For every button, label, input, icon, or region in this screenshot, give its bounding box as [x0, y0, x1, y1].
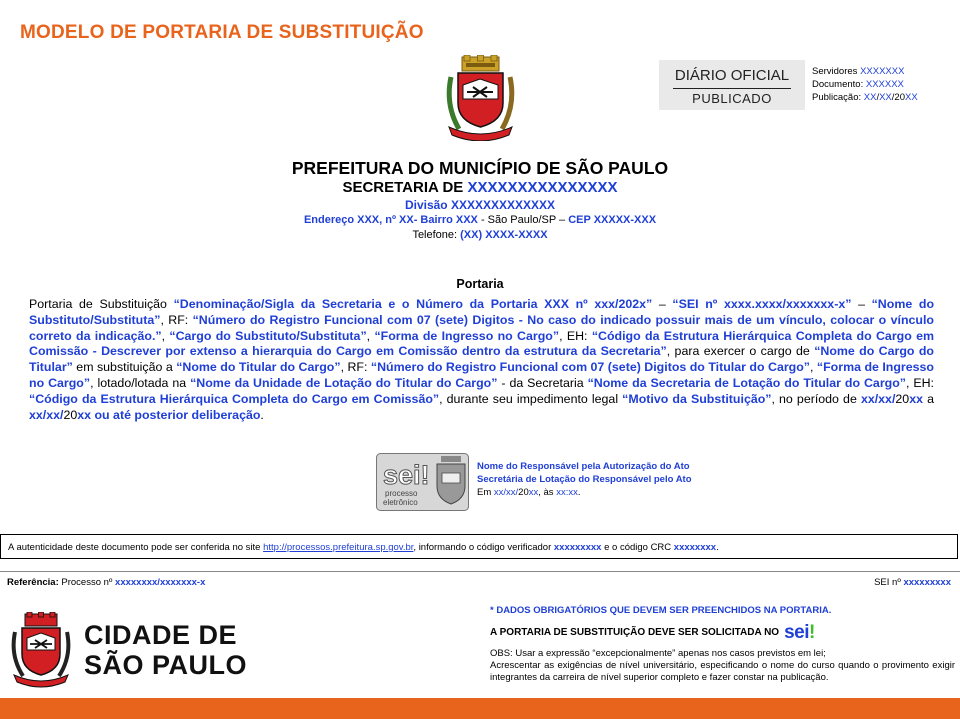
auth-datetime: Em xx/xx/20xx, às xx:xx. — [477, 487, 581, 498]
sei-processo-eletronico-logo — [376, 453, 469, 511]
sei-mini-logo: sei! — [784, 622, 815, 644]
verification-text: A autenticidade deste documento pode ser conferida no site http://processos.prefeitura.sp.gov.br, informando o código verificador xxxxxxxxx e o código CRC xxxxxxxx. — [8, 542, 719, 553]
stamp-publicacao: Publicação: XX/XX/20XX — [812, 92, 918, 103]
authorization-block — [477, 460, 692, 499]
stamp-servidores: Servidores XXXXXXX — [812, 66, 905, 77]
city-coat-of-arms-icon — [9, 612, 73, 688]
stamp-divider — [673, 88, 791, 89]
secretaria-line: SECRETARIA DE XXXXXXXXXXXXXXX — [342, 179, 618, 196]
obs-line-2: Acrescentar as exigências de nível universitário, especificando o nome do curso quando o provimento exigir integrantes da carreira de nível superior completo e fazer constar na publicação. — [490, 659, 955, 684]
verification-link[interactable]: http://processos.prefeitura.sp.gov.br — [263, 542, 414, 553]
obs-line-1: OBS: Usar a expressão “excepcionalmente” apenas nos casos previstos em lei; — [490, 647, 826, 659]
phone-line: Telefone: (XX) XXXX-XXXX — [412, 229, 548, 241]
auth-secretaria: Secretária de Lotação do Responsável pelo Ato — [477, 474, 692, 485]
sao-paulo-coat-of-arms-icon — [443, 55, 518, 141]
page-title: MODELO DE PORTARIA DE SUBSTITUIÇÃO — [20, 22, 424, 43]
sei-number-line: SEI nº xxxxxxxxx — [874, 577, 951, 588]
reference-divider — [0, 571, 960, 572]
divisao-line: Divisão XXXXXXXXXXXXX — [404, 198, 556, 212]
footer-orange-bar — [0, 698, 960, 719]
auth-name: Nome do Responsável pela Autorização do Ato — [477, 461, 690, 472]
sei-logo-word: sei! — [383, 460, 430, 490]
reference-line: Referência: Processo nº xxxxxxxx/xxxxxxx-x — [7, 577, 206, 588]
sei-request-note: A PORTARIA DE SUBSTITUIÇÃO DEVE SER SOLICITADA NO sei! — [490, 622, 815, 644]
portaria-body: Portaria de Substituição “Denominação/Sigla da Secretaria e o Número da Portaria XXX nº xxx/202x” – “SEI nº xxxx.xxxx/xxxxxxx-x” – “Nome do Substituto/Substituta”, RF: “Número do Registro Funcional com 07 (sete) Digitos - No caso do indicado possuir mais de um vínculo, colocar o vínculo correto da indicação.”, “Cargo do Substituto/Substituta”, “Forma de Ingresso no Cargo”, EH: “Código da Estrutura Hierárquica Completa do Cargo em Comissão - Descrever por extenso a hierarquia do Cargo em Comissão dentro da estrutura da Secretaria”, para exercer o cargo de “Nome do Cargo do Titular” em substituição a “Nome do Titular do Cargo”, RF: “Número do Registro Funcional com 07 (sete) Digitos do Titular do Cargo”, “Forma de Ingresso no Cargo”, lotado/lotada na “Nome da Unidade de Lotação do Titular do Cargo” - da Secretaria “Nome da Secretaria de Lotação do Titular do Cargo”, EH: “Código da Estrutura Hierárquica Completa do Cargo em Comissão”, durante seu impedimento legal “Motivo da Substituição”, no período de xx/xx/20xx a xx/xx/20xx ou até posterior deliberação. — [29, 297, 935, 422]
organization-header — [0, 157, 960, 243]
notes-block — [490, 605, 955, 684]
stamp-title: DIÁRIO OFICIAL — [674, 67, 790, 84]
address-line: Endereço XXX, nº XX- Bairro XXX - São Paulo/SP – CEP XXXXX-XXX — [303, 214, 657, 226]
org-name: PREFEITURA DO MUNICÍPIO DE SÃO PAULO — [291, 158, 669, 178]
required-fields-note: * DADOS OBRIGATÓRIOS QUE DEVEM SER PREENCHIDOS NA PORTARIA. — [490, 605, 832, 616]
cidade-de-sao-paulo-logo — [84, 620, 247, 680]
city-logo-line1: CIDADE DE — [84, 620, 238, 650]
sei-logo-sub1: processo — [385, 489, 418, 498]
document-heading: Portaria — [456, 277, 504, 291]
city-logo-line2: SÃO PAULO — [84, 650, 248, 680]
stamp-documento: Documento: XXXXXX — [812, 79, 904, 90]
diario-oficial-stamp — [659, 60, 805, 110]
stamp-status: PUBLICADO — [692, 91, 772, 106]
stamp-info — [812, 65, 918, 104]
sei-logo-sub2: eletrônico — [383, 498, 418, 507]
